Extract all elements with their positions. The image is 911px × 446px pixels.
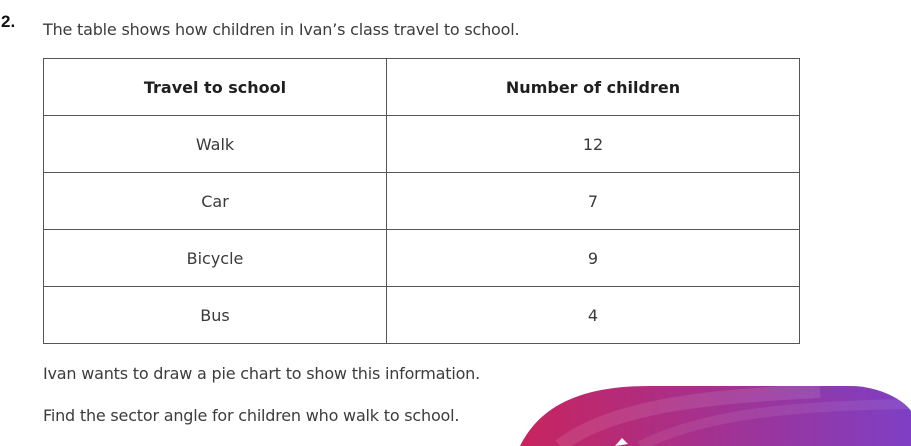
cell-mode: Bicycle <box>44 230 387 287</box>
decorative-banner <box>520 386 911 446</box>
info-line-question: Find the sector angle for children who walk to school. <box>43 406 460 425</box>
table-row <box>44 287 800 344</box>
cell-mode: Walk <box>44 116 387 173</box>
travel-table <box>43 58 800 344</box>
table-header-row <box>44 59 800 116</box>
table-row <box>44 173 800 230</box>
banner-shape <box>520 386 911 446</box>
cell-mode: Bus <box>44 287 387 344</box>
cell-count: 7 <box>387 173 800 230</box>
cell-count: 12 <box>387 116 800 173</box>
cell-mode: Car <box>44 173 387 230</box>
table-row <box>44 230 800 287</box>
cell-count: 9 <box>387 230 800 287</box>
cell-count: 4 <box>387 287 800 344</box>
question-number: 2. <box>1 12 16 31</box>
question-intro: The table shows how children in Ivan’s class travel to school. <box>43 20 520 39</box>
header-count: Number of children <box>387 59 800 116</box>
table-row <box>44 116 800 173</box>
info-line-pie: Ivan wants to draw a pie chart to show this information. <box>43 364 481 383</box>
header-travel: Travel to school <box>44 59 387 116</box>
